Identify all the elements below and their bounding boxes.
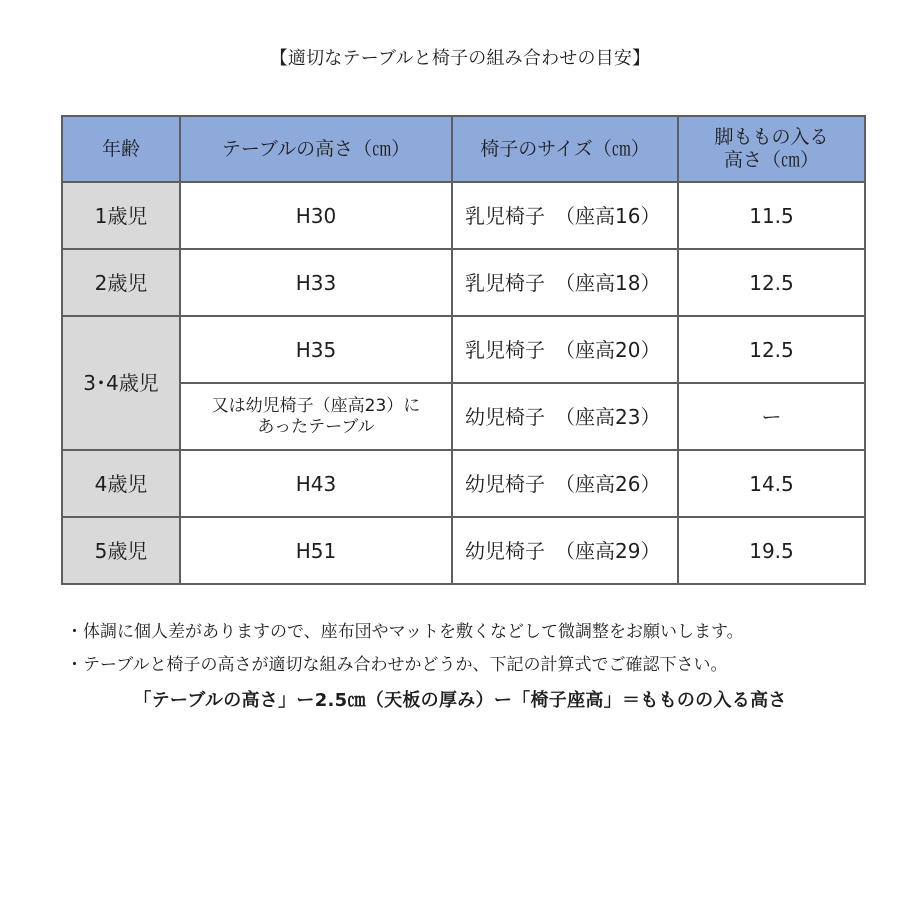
header-age: 年齢 [62,116,180,182]
leg-room-cell: 12.5 [678,316,865,383]
table-row [62,383,865,450]
table-height-cell: H43 [180,450,452,517]
age-cell: 5歳児 [62,517,180,584]
age-cell: 4歳児 [62,450,180,517]
formula: 「テーブルの高さ」ー2.5㎝（天板の厚み）ー「椅子座高」＝もものの入る高さ [133,690,787,711]
table-row [62,249,865,316]
table-row [62,517,865,584]
table-height-cell: H51 [180,517,452,584]
chair-size-cell: 乳児椅子 （座高16） [452,182,678,249]
table-height-cell [180,383,452,450]
table-height-cell: H30 [180,182,452,249]
leg-room-cell: 11.5 [678,182,865,249]
table-height-cell: H33 [180,249,452,316]
header-leg-room [678,116,865,182]
header-leg-room-line1: 脚ももの入る [714,126,829,149]
header-row [62,116,865,182]
header-table-height: テーブルの高さ（㎝） [180,116,452,182]
age-cell: 2歳児 [62,249,180,316]
leg-room-cell: 14.5 [678,450,865,517]
chair-size-cell: 乳児椅子 （座高18） [452,249,678,316]
header-chair-size: 椅子のサイズ（㎝） [452,116,678,182]
chair-size-cell: 幼児椅子 （座高26） [452,450,678,517]
chair-size-cell: 幼児椅子 （座高29） [452,517,678,584]
table-height-line1: 又は幼児椅子（座高23）に [211,396,421,417]
note-item: ・テーブルと椅子の高さが適切な組み合わせかどうか、下記の計算式でご確認下さい。 [66,655,728,675]
chair-size-cell: 幼児椅子 （座高23） [452,383,678,450]
age-cell: 1歳児 [62,182,180,249]
guide-table [61,115,866,585]
leg-room-cell: 12.5 [678,249,865,316]
table-row [62,450,865,517]
age-cell: 3･4歳児 [62,316,180,450]
leg-room-cell: 19.5 [678,517,865,584]
chair-size-cell: 乳児椅子 （座高20） [452,316,678,383]
table-height-line2: あったテーブル [257,416,375,437]
leg-room-cell: ー [678,383,865,450]
table-height-cell: H35 [180,316,452,383]
header-leg-room-line2: 高さ（㎝） [723,149,819,171]
table-row [62,316,865,383]
table-row [62,182,865,249]
page-title: 【適切なテーブルと椅子の組み合わせの目安】 [269,48,651,69]
notes [66,616,906,682]
note-item: ・体調に個人差がありますので、座布団やマットを敷くなどして微調整をお願いします。 [66,622,744,642]
